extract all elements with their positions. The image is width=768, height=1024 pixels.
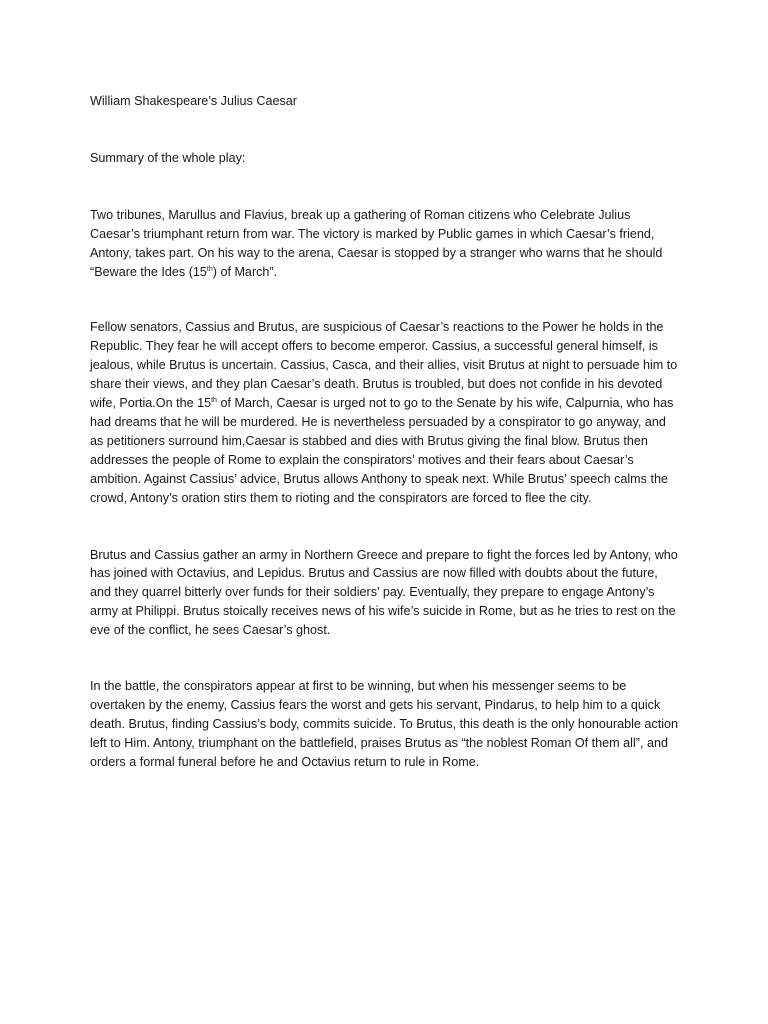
paragraph-1 xyxy=(90,206,680,282)
superscript-th: th xyxy=(211,396,217,404)
document-title: William Shakespeare’s Julius Caesar xyxy=(90,94,297,108)
document-body xyxy=(90,92,680,772)
paragraph-1-text-end: ) of March”. xyxy=(212,264,278,279)
paragraph-3: Brutus and Cassius gather an army in Northern Greece and prepare to fight the forces led by Antony, who has joined with Octavius, and Lepidus. Brutus and Cassius are now filled with doubts about the future, and they quarrel bitterly over funds for their soldiers’ pay. Eventually, they prepare to engage Antony’s army at Philippi. Brutus stoically receives news of his wife’s suicide in Rome, but as he tries to rest on the eve of the conflict, he sees Caesar’s ghost. xyxy=(90,547,678,638)
superscript-th: th xyxy=(206,265,213,273)
document-subtitle: Summary of the whole play: xyxy=(90,150,246,165)
paragraph-2 xyxy=(90,318,680,507)
paragraph-4: In the battle, the conspirators appear at first to be winning, but when his messenger seems to be overtaken by the enemy, Cassius fears the worst and gets his servant, Pindarus, to help him to a quick death. Brutus, finding Cassius’s body, commits suicide. To Brutus, this death is the only honourable action left to Him. Antony, triumphant on the battlefield, praises Brutus as “the noblest Roman Of them all”, and orders a formal funeral before he and Octavius return to rule in Rome. xyxy=(90,679,679,769)
paragraph-1-text: Two tribunes, Marullus and Flavius, break up a gathering of Roman citizens who Celebrate Julius Caesar’s triumphant return from war. The victory is marked by Public games in which Caesar’s friend, Antony, takes part. On his way to the arena, Caesar is stopped by a stranger who warns that he should “Beware the Ides (15 xyxy=(90,207,663,279)
paragraph-2-text-end: of March, Caesar is urged not to go to the Senate by his wife, Calpurnia, who has had dreams that he will be murdered. He is nevertheless persuaded by a conspirator to go anyway, and as petitioners surround him,Caesar is stabbed and dies with Brutus giving the final blow. Brutus then addresses the people of Rome to explain the conspirators’ motives and their fears about Caesar’s ambition. Against Cassius’ advice, Brutus allows Anthony to speak next. While Brutus’ speech calms the crowd, Antony’s oration stirs them to rioting and the conspirators are forced to flee the city. xyxy=(90,396,674,505)
paragraph-2-text: Fellow senators, Cassius and Brutus, are suspicious of Caesar’s reactions to the Power he holds in the Republic. They fear he will accept offers to become emperor. Cassius, a successful general himself, is jealous, while Brutus is uncertain. Cassius, Casca, and their allies, visit Brutus at night to persuade him to share their views, and they plan Caesar’s death. Brutus is troubled, but does not confide in his devoted wife, Portia.On the 15 xyxy=(90,320,678,411)
